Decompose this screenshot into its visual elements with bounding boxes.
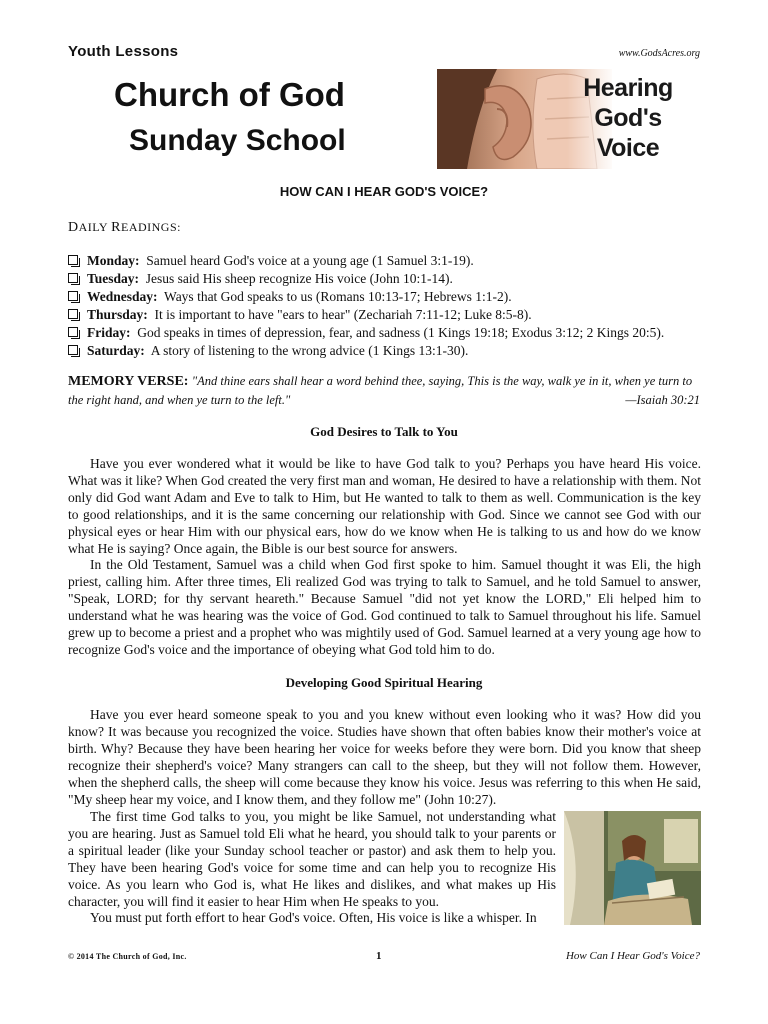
paragraph: The first time God talks to you, you might be like Samuel, not understanding what you are hearing. Just as Samuel told Eli what he heard, you should talk to your parents or a spiritual leader (like your Sunday school teacher or pastor) and ask them to help you. They have been hearing God's voice for some time and can help you to recognize His voice. As you learn who God is, what He likes and dislikes, and what makes up His character, you will find it easier to hear Him when He speaks to you. <box>68 809 556 909</box>
listening-photo <box>564 811 701 925</box>
footer-lesson-title: How Can I Hear God's Voice? <box>565 950 700 962</box>
reading-item <box>68 288 708 306</box>
series-label: Youth Lessons <box>68 43 179 60</box>
reading-day: Tuesday: <box>87 271 140 286</box>
banner-line-1: Hearing <box>583 74 673 102</box>
reading-item <box>68 252 708 270</box>
memory-verse-label: MEMORY VERSE: <box>68 374 189 389</box>
reading-item <box>68 270 708 288</box>
banner-line-3: Voice <box>596 134 660 162</box>
checkbox-icon <box>68 255 78 265</box>
paragraph: You must put forth effort to hear God's voice. Often, His voice is like a whisper. In <box>90 910 537 926</box>
reading-text: Ways that God speaks to us (Romans 10:13-17; Hebrews 1:1-2). <box>164 289 512 304</box>
reading-item <box>68 324 708 342</box>
label-rest: EADINGS: <box>120 220 181 234</box>
lesson-heading: HOW CAN I HEAR GOD'S VOICE? <box>279 184 489 199</box>
checkbox-icon <box>68 273 78 283</box>
reading-day: Wednesday: <box>87 289 158 304</box>
daily-readings-label <box>68 220 181 236</box>
footer-copyright: © 2014 The Church of God, Inc. <box>68 952 187 961</box>
reading-text: It is important to have "ears to hear" (Zechariah 7:11-12; Luke 8:5-8). <box>154 307 532 322</box>
girl-reading-illustration <box>564 811 701 925</box>
memory-verse-text: "And thine ears shall hear a word behind thee, saying, This is the way, walk ye in it, when ye turn to the right hand, and when ye turn to the left." <box>68 374 693 407</box>
reading-day: Monday: <box>87 253 140 268</box>
reading-text: Samuel heard God's voice at a young age (1 Samuel 3:1-19). <box>146 253 474 268</box>
banner-line-2: God's <box>594 104 662 132</box>
section-heading: Developing Good Spiritual Hearing <box>285 675 483 690</box>
reading-text: Jesus said His sheep recognize His voice (John 10:1-14). <box>145 271 453 286</box>
reading-item <box>68 342 708 360</box>
paragraph: In the Old Testament, Samuel was a child when God first spoke to him. Samuel thought it was Eli, the high priest, calling him. After three times, Eli realized God was trying to talk to Samuel, and he told Samuel to answer, "Speak, LORD; for thy servant heareth." Because Samuel "did not yet know the LORD," Eli helped him to understand what he was hearing was the voice of God. God continued to talk to Samuel throughout his life. Samuel grew up to become a priest and a prophet who was mightily used of God. Samuel learned at a very young age how to recognize God's voice and the importance of obeying what God told him to do. <box>68 557 701 657</box>
checkbox-icon <box>68 291 78 301</box>
website-url[interactable]: www.GodsAcres.org <box>618 48 700 59</box>
checkbox-icon <box>68 309 78 319</box>
paragraph: Have you ever wondered what it would be like to have God talk to you? Perhaps you have heard His voice. What was it like? When God created the very first man and woman, He desired to have a relationship with them. Not only did God want Adam and Eve to talk to Him, but He wanted to talk to them as well. Communication is the key to good relationships, and it is the same concerning our relationship with God. Since we cannot see God with our physical eyes or hear Him with our physical ears, how do we know when He is talking to us and how do we know what He is saying? Once again, the Bible is our best source for answers. <box>68 456 701 556</box>
reading-item <box>68 306 708 324</box>
daily-readings-list <box>68 252 708 360</box>
section-heading: God Desires to Talk to You <box>310 424 458 439</box>
reading-text: God speaks in times of depression, fear, and sadness (1 Kings 19:18; Exodus 3:12; 2 Kings 20:5). <box>137 325 665 340</box>
reading-day: Thursday: <box>87 307 148 322</box>
label-initial: R <box>111 220 121 235</box>
label-rest: AILY <box>78 220 112 234</box>
banner-image <box>437 69 700 169</box>
memory-verse-reference: —Isaiah 30:21 <box>625 393 700 407</box>
checkbox-icon <box>68 327 78 337</box>
label-initial: D <box>68 220 79 235</box>
section-body <box>68 707 701 808</box>
page-number: 1 <box>376 950 382 962</box>
reading-day: Saturday: <box>87 343 145 358</box>
section-body-with-photo <box>68 809 701 927</box>
page-subtitle: Sunday School <box>129 124 346 157</box>
banner-title <box>558 73 698 163</box>
paragraph: Have you ever heard someone speak to you and you knew without even looking who it was? How did you know? It was because you recognized the voice. Studies have shown that often babies know their mother's voice at birth. Why? Because they have been hearing her voice for weeks before they were born. Did you know that sheep recognize their shepherd's voice? Many strangers can call to the sheep, but they will not follow them. However, when the shepherd calls, the sheep will come because they know his voice. Jesus was referring to this when He said, "My sheep hear my voice, and I know them, and they follow me" (John 10:27). <box>68 707 701 807</box>
memory-verse <box>68 372 700 409</box>
page-title: Church of God <box>114 76 345 113</box>
section-body <box>68 456 701 659</box>
reading-text: A story of listening to the wrong advice (1 Kings 13:1-30). <box>150 343 469 358</box>
reading-day: Friday: <box>87 325 131 340</box>
checkbox-icon <box>68 345 78 355</box>
